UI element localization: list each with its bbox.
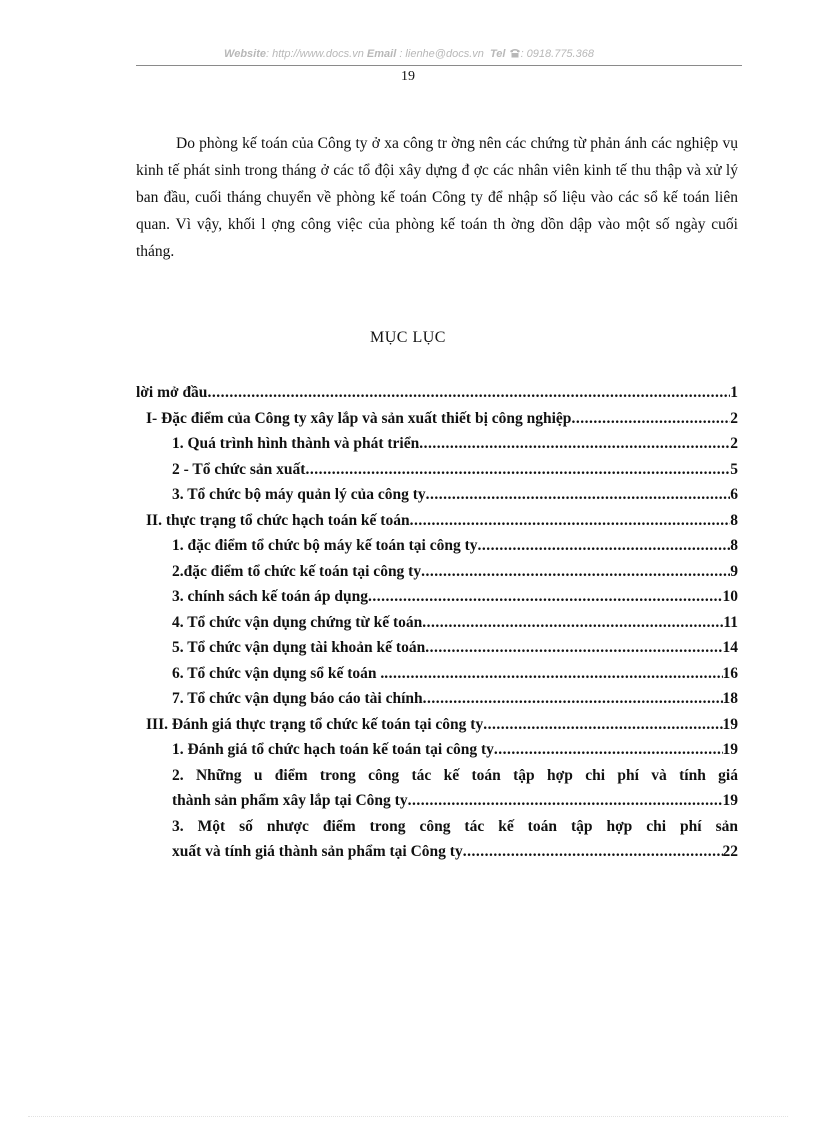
email-label: Email bbox=[366, 48, 397, 60]
toc-entry[interactable]: III. Đánh giá thực trạng tổ chức kế toán tại công ty ..... 19 bbox=[146, 712, 738, 738]
toc-entry[interactable]: 1. Quá trình hình thành và phát triển ..... 2 bbox=[172, 431, 738, 457]
tel-number: : 0918.775.368 bbox=[520, 48, 594, 60]
toc-entry[interactable]: 3. Tổ chức bộ máy quản lý của công ty ..... 6 bbox=[172, 482, 738, 508]
toc-entry[interactable]: lời mở đầu ..... 1 bbox=[136, 380, 738, 406]
toc-entry[interactable]: 2. Những u điểm trong công tác kế toán tập hợp chi phí và tính giá thành sản phẩm xây lắp tại Công ty ..... 19 bbox=[172, 763, 738, 814]
toc-entry[interactable]: 3. Một số nhược điểm trong công tác kế toán tập hợp chi phí sản xuất và tính giá thành sản phẩm tại Công ty ..... 22 bbox=[172, 814, 738, 865]
page-header bbox=[150, 48, 668, 60]
toc-entry[interactable]: 1. đặc điểm tổ chức bộ máy kế toán tại công ty ..... 8 bbox=[172, 533, 738, 559]
body-paragraph: Do phòng kế toán của Công ty ở xa công tr ờng nên các chứng từ phản ánh các nghiệp vụ kinh tế phát sinh trong tháng ở các tổ đội xây dựng đ ợc các nhân viên kinh tế thu thập và xử lý ban đầu, cuối tháng chuyển về phòng kế toán Công ty để nhập số liệu vào các sổ kế toán liên quan. Vì vậy, khối l ợng công việc của phòng kế toán th ờng dồn dập vào một số ngày cuối tháng. bbox=[136, 135, 738, 260]
toc-entry[interactable]: 1. Đánh giá tổ chức hạch toán kế toán tại công ty ..... 19 bbox=[172, 737, 738, 763]
website-url: : http://www.docs.vn bbox=[266, 48, 364, 60]
website-label: Website bbox=[224, 48, 267, 60]
tel-label: Tel bbox=[490, 48, 506, 60]
toc-entry[interactable]: 4. Tổ chức vận dụng chứng từ kế toán ..... 11 bbox=[172, 610, 738, 636]
toc-entry[interactable]: 6. Tổ chức vận dụng sổ kế toán . ..... 16 bbox=[172, 661, 738, 687]
toc-entry[interactable]: 2.đặc điểm tổ chức kế toán tại công ty ..... 9 bbox=[172, 559, 738, 585]
toc-entry[interactable]: 3. chính sách kế toán áp dụng ..... 10 bbox=[172, 584, 738, 610]
toc-entry[interactable]: I- Đặc điểm của Công ty xây lắp và sản xuất thiết bị công nghiệp ..... 2 bbox=[146, 406, 738, 432]
phone-icon bbox=[509, 48, 521, 60]
email-address: : lienhe@docs.vn bbox=[396, 48, 484, 60]
table-of-contents bbox=[136, 380, 738, 865]
toc-entry[interactable]: 2 - Tổ chức sản xuất ..... 5 bbox=[172, 457, 738, 483]
toc-entry[interactable]: II. thực trạng tổ chức hạch toán kế toán ..... 8 bbox=[146, 508, 738, 534]
header-rule bbox=[136, 65, 742, 66]
page-bottom-edge bbox=[28, 1116, 788, 1117]
toc-title: MỤC LỤC bbox=[370, 329, 446, 346]
page-number: 19 bbox=[401, 69, 415, 84]
toc-entry[interactable]: 5. Tổ chức vận dụng tài khoản kế toán ..... 14 bbox=[172, 635, 738, 661]
toc-entry[interactable]: 7. Tổ chức vận dụng báo cáo tài chính ..... 18 bbox=[172, 686, 738, 712]
